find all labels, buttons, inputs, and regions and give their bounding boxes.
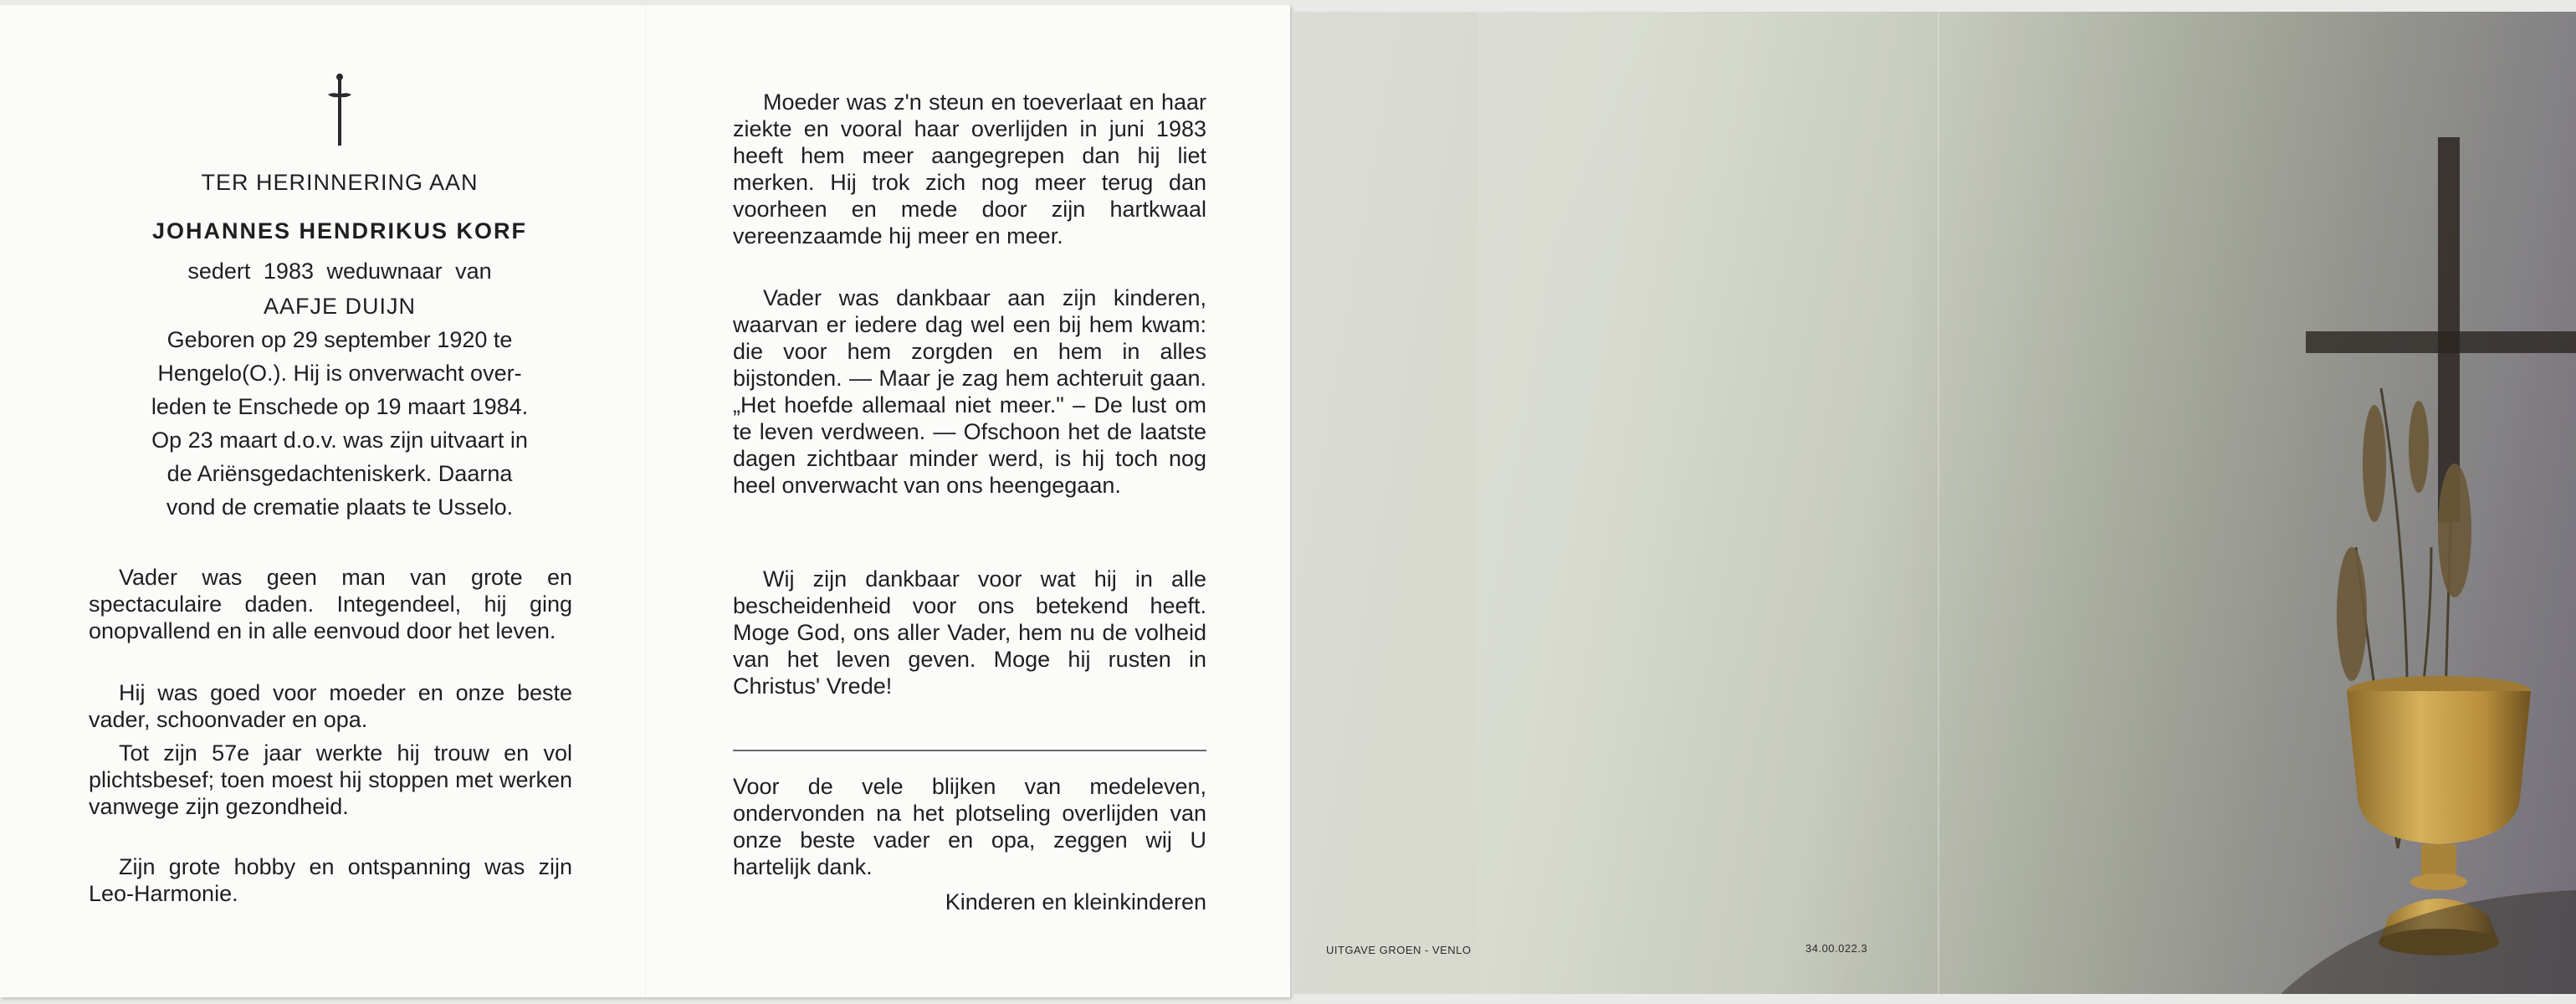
left-paragraph: Hij was goed voor moeder en onze beste vader, schoonvader en opa. bbox=[89, 680, 572, 732]
divider bbox=[733, 750, 1206, 751]
signature: Kinderen en kleinkinderen bbox=[945, 889, 1206, 914]
bio-line: Op 23 maart d.o.v. was zijn uitvaart in bbox=[151, 428, 528, 453]
middle-paragraph: Vader was dankbaar aan zijn kinderen, waarvan er iedere dag wel een bij hem kwam: die voor hem zorgden en hem in alles bijstonden. — Maar je zag hem achteruit gaan. „Het hoefde allemaal niet meer." – De lust om te leven verdween. — Ofschoon het de laatste dagen zichtbaar minder werd, is hij toch nog heel onverwacht van ons heengegaan. bbox=[733, 285, 1206, 498]
middle-paragraph: Moeder was z'n steun en toeverlaat en haar ziekte en vooral haar overlijden in juni 1983 heeft hem meer aangegrepen dan hij liet merken. Hij trok zich nog meer terug dan voorheen en mede door zijn hartkwaal vereenzaamde hij meer en meer. bbox=[733, 90, 1206, 248]
left-paragraph: Tot zijn 57e jaar werkte hij trouw en vol plichtsbesef; toen moest hij stoppen met werken vanwege zijn gezondheid. bbox=[89, 740, 572, 819]
bio-line: Geboren op 29 september 1920 te bbox=[166, 327, 513, 352]
publisher-credit: UITGAVE GROEN - VENLO bbox=[1326, 944, 1472, 956]
deceased-name: JOHANNES HENDRIKUS KORF bbox=[151, 218, 528, 243]
widower-line: sedert 1983 weduwnaar van bbox=[187, 259, 492, 284]
thanks-paragraph: Voor de vele blijken van medeleven, ondervonden na het plotseling overlijden van onze beste vader en opa, zeggen wij U hartelijk dank. bbox=[733, 774, 1206, 879]
bio-line: de Ariënsgedachteniskerk. Daarna bbox=[166, 461, 513, 486]
biography bbox=[105, 323, 574, 524]
artwork-painting bbox=[1293, 12, 2576, 994]
middle-paragraph: Wij zijn dankbaar voor wat hij in alle bescheidenheid voor ons betekend heeft. Moge God, ons aller Vader, hem nu de volheid van het leven geven. Moge hij rusten in Christus' Vrede! bbox=[733, 566, 1206, 699]
memorial-card-text-side bbox=[0, 5, 1290, 997]
bio-line: leden te Enschede op 19 maart 1984. bbox=[151, 394, 529, 419]
fold-line bbox=[645, 5, 646, 997]
heading: TER HERINNERING AAN bbox=[201, 170, 479, 195]
left-paragraph: Zijn grote hobby en ontspanning was zijn Leo-Harmonie. bbox=[89, 854, 572, 906]
fold-line bbox=[1938, 12, 1939, 994]
left-paragraph: Vader was geen man van grote en spectaculaire daden. Integendeel, hij ging onopvallend en in alle eenvoud door het leven. bbox=[89, 565, 572, 643]
cross-icon bbox=[327, 72, 352, 147]
memorial-card-artwork-side bbox=[1293, 12, 2576, 994]
bio-line: Hengelo(O.). Hij is onverwacht over- bbox=[157, 361, 522, 386]
spouse-name: AAFJE DUIJN bbox=[263, 294, 417, 319]
bio-line: vond de crematie plaats te Usselo. bbox=[166, 494, 514, 520]
catalog-number: 34.00.022.3 bbox=[1805, 942, 1868, 955]
